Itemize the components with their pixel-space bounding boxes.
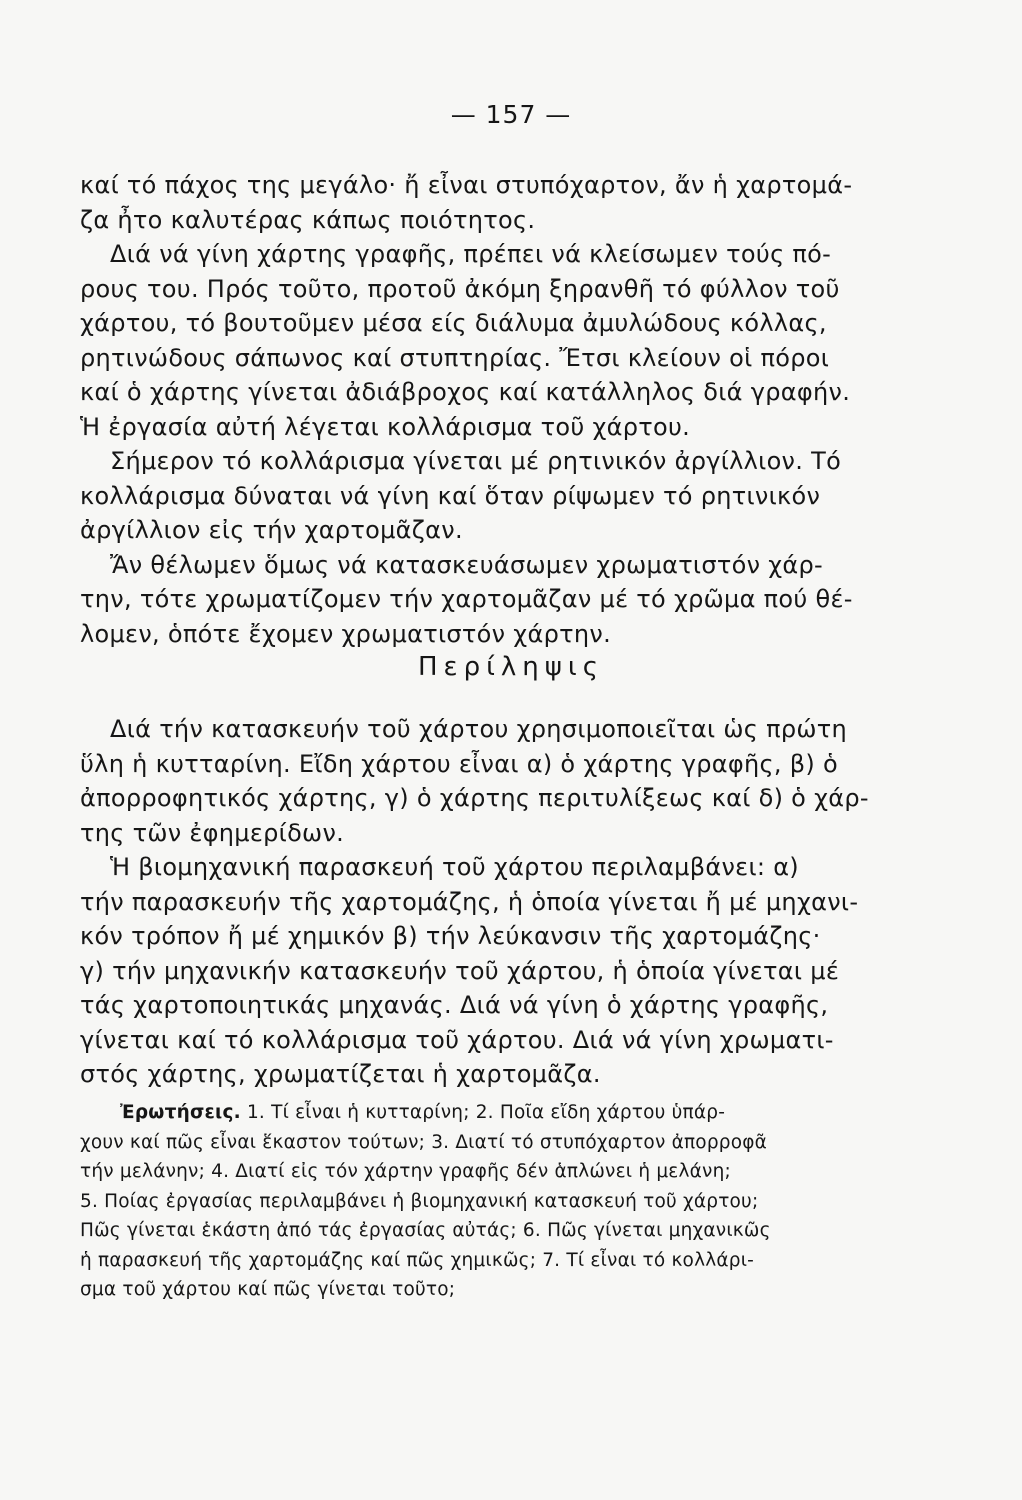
summary-line: τάς χαρτοποιητικάς μηχανάς. Διά νά γίνη ὁ χάρτης γραφῆς, xyxy=(80,991,829,1019)
text-block-sizing xyxy=(80,237,920,651)
questions-block xyxy=(80,1098,920,1305)
text-line: Ἡ ἐργασία αὐτή λέγεται κολλάρισμα τοῦ χάρτου. xyxy=(80,412,691,441)
summary-line: γίνεται καί τό κολλάρισμα τοῦ χάρτου. Διά νά γίνη χρωματι- xyxy=(80,1025,834,1054)
summary-line: τήν παρασκευήν τῆς χαρτομάζης, ἡ ὁποία γίνεται ἤ μέ μηχανι- xyxy=(80,887,859,916)
text-line: ρους του. Πρός τοῦτο, προτοῦ ἀκόμη ξηρανθῆ τό φύλλον τοῦ xyxy=(80,274,840,303)
summary-line: Ἡ βιομηχανική παρασκευή τοῦ χάρτου περιλαμβάνει: α) xyxy=(110,853,799,881)
question-line: χουν καί πῶς εἶναι ἕκαστον τούτων; 3. Διατί τό στυπόχαρτον ἀπορροφᾶ xyxy=(80,1131,768,1153)
summary-block xyxy=(80,712,920,1092)
page-number: — 157 — xyxy=(450,100,572,129)
question-line: 5. Ποίας ἐργασίας περιλαμβάνει ἡ βιομηχανική κατασκευή τοῦ χάρτου; xyxy=(80,1190,759,1212)
summary-line: ἀπορροφητικός χάρτης, γ) ὁ χάρτης περιτυλίξεως καί δ) ὁ χάρ- xyxy=(80,784,869,812)
text-line: καί τό πάχος της μεγάλο· ἤ εἶναι στυπόχαρτον, ἄν ἡ χαρτομά- xyxy=(80,171,853,199)
text-line: την, τότε χρωματίζομεν τήν χαρτομᾶζαν μέ τό χρῶμα πού θέ- xyxy=(80,585,853,613)
question-line: τήν μελάνην; 4. Διατί εἰς τόν χάρτην γραφῆς δέν ἁπλώνει ἡ μελάνη; xyxy=(80,1161,731,1182)
questions-first-line xyxy=(80,1098,920,1128)
question-line: σμα τοῦ χάρτου καί πῶς γίνεται τοῦτο; xyxy=(80,1279,456,1300)
questions-label: Ἐρωτήσεις. xyxy=(120,1102,241,1123)
questions-first-line-text: 1. Τί εἶναι ἡ κυτταρίνη; 2. Ποῖα εἴδη χάρτου ὑπάρ- xyxy=(240,1102,726,1123)
summary-line: κόν τρόπον ἤ μέ χημικόν β) τήν λεύκανσιν τῆς χαρτομάζης· xyxy=(80,922,821,950)
text-line: ἀργίλλιον εἰς τήν χαρτομᾶζαν. xyxy=(80,516,463,544)
section-heading: Περίληψις xyxy=(418,652,604,682)
text-line: κολλάρισμα δύναται νά γίνη καί ὅταν ρίψωμεν τό ρητινικόν xyxy=(80,481,821,510)
question-line: Πῶς γίνεται ἑκάστη ἀπό τάς ἐργασίας αὐτάς; 6. Πῶς γίνεται μηχανικῶς xyxy=(80,1220,771,1241)
summary-line: γ) τήν μηχανικήν κατασκευήν τοῦ χάρτου, ἡ ὁποία γίνεται μέ xyxy=(80,956,840,985)
summary-line: στός χάρτης, χρωματίζεται ἡ χαρτομᾶζα. xyxy=(80,1060,601,1088)
text-line: ρητινώδους σάπωνος καί στυπτηρίας. Ἔτσι κλείουν οἱ πόροι xyxy=(80,343,830,372)
text-line: χάρτου, τό βουτοῦμεν μέσα είς διάλυμα ἀμυλώδους κόλλας, xyxy=(80,309,827,337)
text-line: Διά νά γίνη χάρτης γραφῆς, πρέπει νά κλείσωμεν τούς πό- xyxy=(110,240,832,268)
text-line: ζα ἦτο καλυτέρας κάπως ποιότητος. xyxy=(80,205,536,234)
text-line: καί ὁ χάρτης γίνεται ἀδιάβροχος καί κατάλληλος διά γραφήν. xyxy=(80,378,851,406)
text-block-intro xyxy=(80,168,920,237)
summary-line: ὕλη ἡ κυτταρίνη. Εἴδη χάρτου εἶναι α) ὁ χάρτης γραφῆς, β) ὁ xyxy=(80,749,838,778)
text-line: Σήμερον τό κολλάρισμα γίνεται μέ ρητινικόν ἀργίλλιον. Τό xyxy=(110,447,842,475)
text-line: λομεν, ὁπότε ἔχομεν χρωματιστόν χάρτην. xyxy=(80,619,612,648)
text-line: Ἄν θέλωμεν ὅμως νά κατασκευάσωμεν χρωματιστόν χάρ- xyxy=(110,550,824,579)
summary-line: Διά τήν κατασκευήν τοῦ χάρτου χρησιμοποιεῖται ὡς πρώτη xyxy=(110,715,848,743)
summary-line: της τῶν ἐφημερίδων. xyxy=(80,818,345,847)
question-line: ἡ παρασκευή τῆς χαρτομάζης καί πῶς χημικῶς; 7. Τί εἶναι τό κολλάρι- xyxy=(80,1249,755,1271)
